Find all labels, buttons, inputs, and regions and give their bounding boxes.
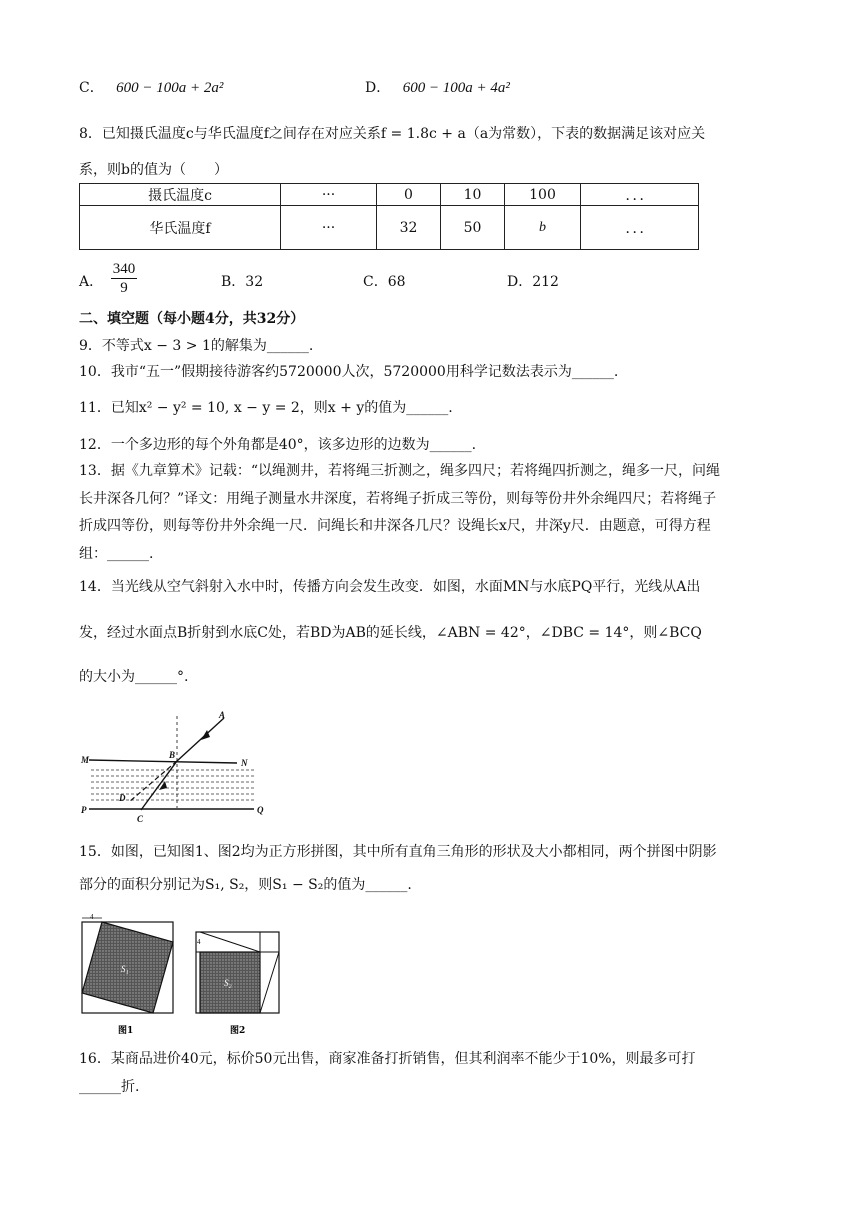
fig1-dimension: 4 [90,914,94,921]
q14-line3: 的大小为______°. [79,669,189,685]
q16-line2: ______折. [79,1079,140,1095]
table-cell: 100 [505,184,581,206]
label-d: D [119,793,126,803]
q12: 12．一个多边形的每个外角都是40°，该多边形的边数为______. [79,437,477,453]
q7-option-c-label: C． [79,80,104,96]
q13-line1: 13．据《九章算术》记载：“以绳测井，若将绳三折测之，绳多四尺；若将绳四折测之，绳多一尺，问绳 [79,463,720,479]
fig2-caption: 图2 [230,1026,246,1036]
q10: 10．我市“五一”假期接待游客约5720000人次，5720000用科学记数法表示为______. [79,364,619,380]
q8-stem-line1: 8．已知摄氏温度c与华氏温度f之间存在对应关系f = 1.8c + a（a为常数），下表的数据满足该对应关 [79,126,706,142]
table-cell: 0 [377,184,441,206]
q8-option-d: D．212 [507,274,559,290]
water-dashes [91,770,254,800]
q7-option-d [365,78,510,98]
refracted-ray [141,761,177,810]
q7-option-c-expr: 600 − 100a + 2a² [116,80,224,96]
label-p: P [81,805,87,815]
fig1-region-label: S₁ [121,964,129,974]
q13-line2: 长井深各几何？”译文：用绳子测量水井深度，若将绳子折成三等份，则每等份井外余绳四尺；若将绳子 [79,491,717,507]
q15-line1: 15．如图，已知图1、图2均为正方形拼图，其中所有直角三角形的形状及大小都相同，两个拼图中阴影 [79,844,717,860]
temperature-table [79,183,699,250]
q15-line2: 部分的面积分别记为S₁, S₂，则S₁ − S₂的值为______. [79,877,412,893]
table-cell: ··· [281,206,377,250]
figure-2 [196,932,279,1036]
table-row [80,184,699,206]
square-puzzle-figures [78,914,288,1044]
table-cell: ．．． [581,206,699,250]
label-n: N [241,758,248,768]
q8-option-b: B．32 [221,274,264,290]
table-cell: 10 [441,184,505,206]
table-row-header: 摄氏温度c [80,184,281,206]
table-cell: b [505,206,581,250]
table-cell: 32 [377,206,441,250]
q8-option-a-fraction [111,260,137,297]
surface-line-mn [89,760,237,763]
section-heading: 二、填空题（每小题4分，共32分） [79,311,305,327]
fig2-dimension: 4 [197,938,201,946]
label-b: B [169,750,176,760]
q14-line1: 14．当光线从空气斜射入水中时，传播方向会发生改变．如图，水面MN与水底PQ平行，光线从A出 [79,579,701,595]
q7-option-d-expr: 600 − 100a + 4a² [402,80,510,96]
label-a: A [219,710,226,720]
label-c: C [137,814,144,824]
q14-line2: 发，经过水面点B折射到水底C处，若BD为AB的延长线，∠ABN = 42°，∠DBC = 14°，则∠BCQ [79,625,702,641]
refraction-diagram [79,708,279,828]
figure-1 [82,914,173,1036]
q13-line4: 组：______. [79,546,154,562]
fig2-region-label: S₂ [224,978,232,988]
incident-ray [177,718,224,761]
q11: 11．已知x² − y² = 10, x − y = 2，则x + y的值为______. [79,400,453,416]
q16-line1: 16．某商品进价40元，标价50元出售，商家准备打折销售，但其利润率不能少于10%，则最多可打 [79,1051,696,1067]
q9: 9．不等式x − 3 > 1的解集为______. [79,338,314,354]
extension-line-bd [129,761,177,802]
q8-stem-line2: 系，则b的值为（ ） [79,162,228,178]
q7-option-d-label: D． [365,80,391,96]
table-cell: ．．． [581,184,699,206]
table-row [80,206,699,250]
label-m: M [81,755,90,765]
table-row-header: 华氏温度f [80,206,281,250]
label-q: Q [257,805,264,815]
q8-option-a-label: A． [79,274,104,290]
table-cell: ··· [281,184,377,206]
fig1-caption: 图1 [118,1026,134,1036]
q13-line3: 折成四等份，则每等份井外余绳一尺．问绳长和井深各几尺？设绳长x尺，井深y尺．由题意，可得方程 [79,518,711,534]
fraction-denominator: 9 [111,278,137,297]
q7-option-c [79,78,223,98]
table-cell: 50 [441,206,505,250]
q8-option-c: C．68 [363,274,406,290]
fraction-numerator: 340 [112,261,136,277]
